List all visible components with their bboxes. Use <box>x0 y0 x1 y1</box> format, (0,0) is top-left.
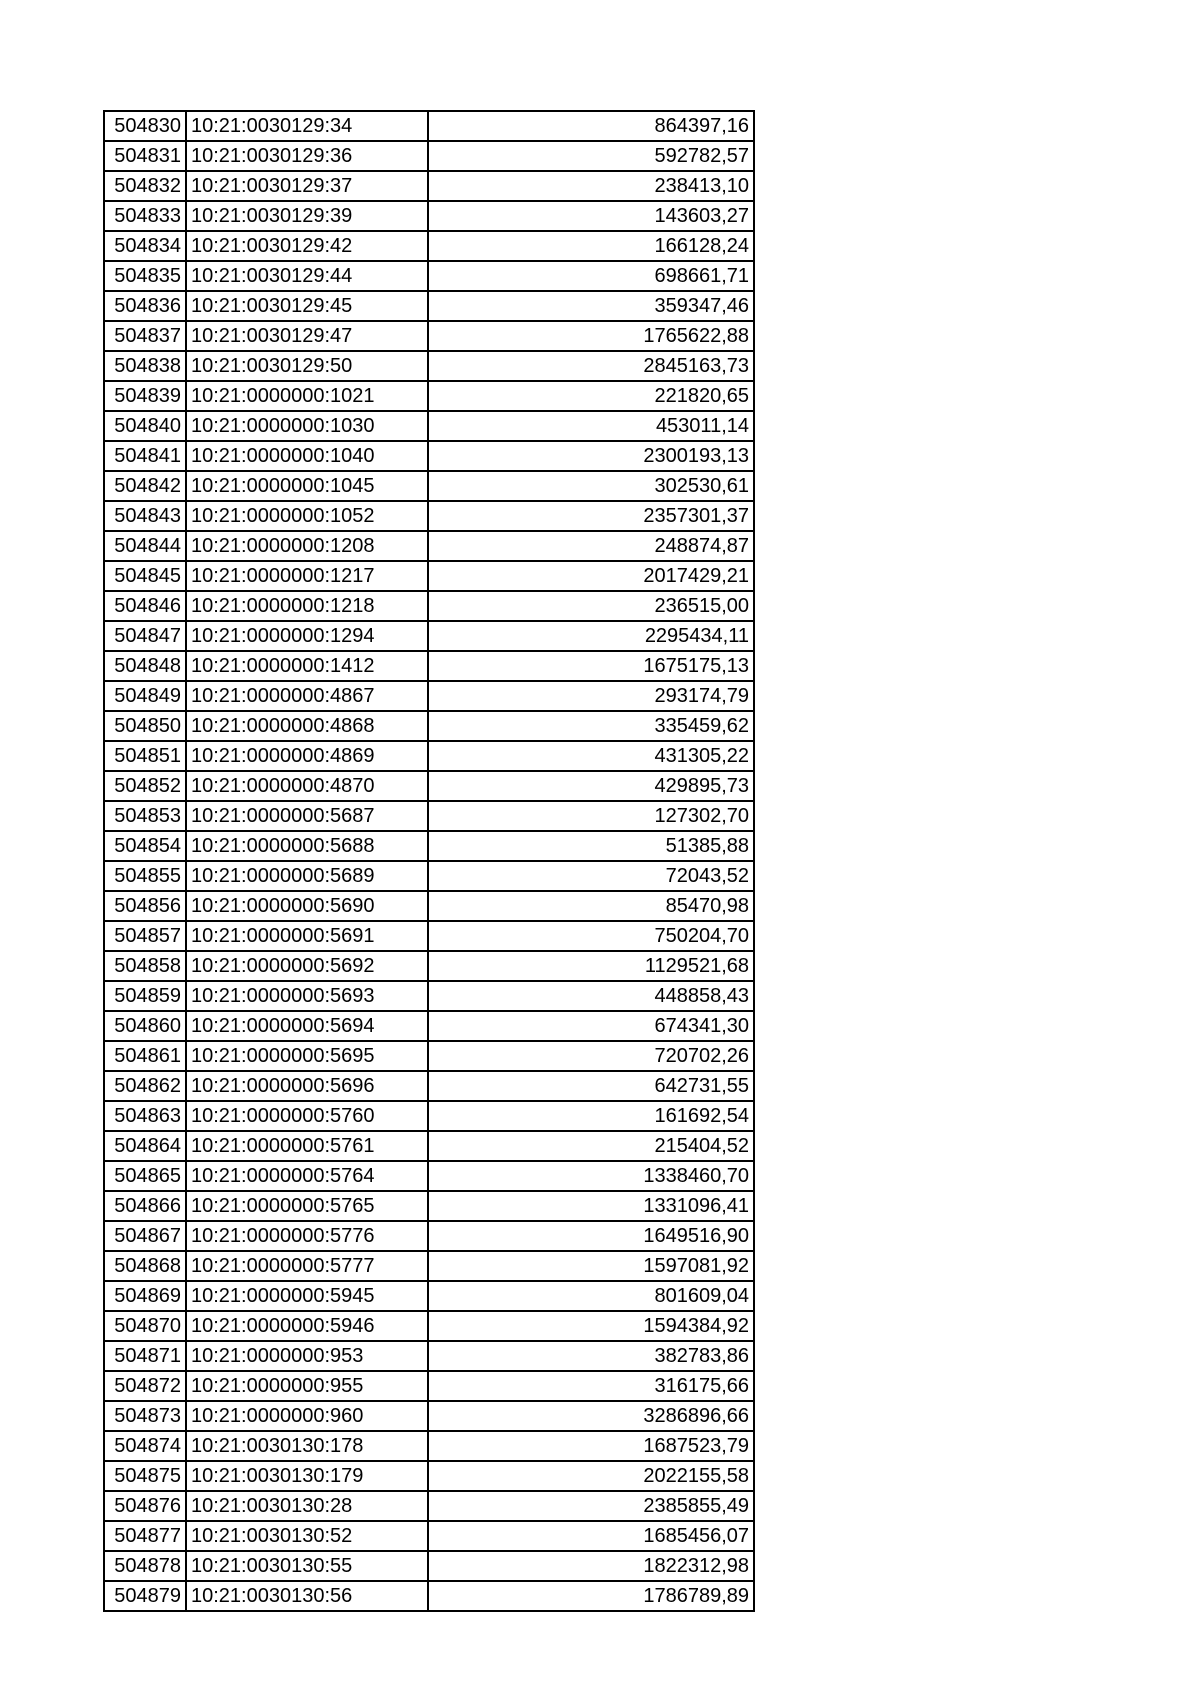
row-id-cell: 504843 <box>104 501 186 531</box>
row-id-cell: 504862 <box>104 1071 186 1101</box>
row-id-cell: 504870 <box>104 1311 186 1341</box>
row-id-cell: 504854 <box>104 831 186 861</box>
row-id-cell: 504875 <box>104 1461 186 1491</box>
cadastral-number-cell: 10:21:0000000:1218 <box>186 591 428 621</box>
table-row <box>104 261 754 291</box>
row-id-cell: 504847 <box>104 621 186 651</box>
row-id-cell: 504869 <box>104 1281 186 1311</box>
cadastral-number-cell: 10:21:0000000:5693 <box>186 981 428 1011</box>
table-row <box>104 321 754 351</box>
row-id-cell: 504844 <box>104 531 186 561</box>
table-row <box>104 1341 754 1371</box>
row-id-cell: 504840 <box>104 411 186 441</box>
table-row <box>104 1311 754 1341</box>
table-row <box>104 501 754 531</box>
table-row <box>104 171 754 201</box>
cadastral-value-cell: 72043,52 <box>428 861 754 891</box>
cadastral-number-cell: 10:21:0000000:5696 <box>186 1071 428 1101</box>
cadastral-number-cell: 10:21:0000000:5776 <box>186 1221 428 1251</box>
table-row <box>104 1101 754 1131</box>
row-id-cell: 504853 <box>104 801 186 831</box>
cadastral-number-cell: 10:21:0030129:37 <box>186 171 428 201</box>
row-id-cell: 504868 <box>104 1251 186 1281</box>
cadastral-value-cell: 1786789,89 <box>428 1581 754 1611</box>
cadastral-value-cell: 238413,10 <box>428 171 754 201</box>
cadastral-number-cell: 10:21:0000000:5690 <box>186 891 428 921</box>
cadastral-value-cell: 1649516,90 <box>428 1221 754 1251</box>
cadastral-number-cell: 10:21:0000000:4869 <box>186 741 428 771</box>
cadastral-value-cell: 2022155,58 <box>428 1461 754 1491</box>
cadastral-value-cell: 2845163,73 <box>428 351 754 381</box>
row-id-cell: 504864 <box>104 1131 186 1161</box>
cadastral-number-cell: 10:21:0000000:5760 <box>186 1101 428 1131</box>
cadastral-value-cell: 2295434,11 <box>428 621 754 651</box>
cadastral-number-cell: 10:21:0000000:1412 <box>186 651 428 681</box>
table-row <box>104 1281 754 1311</box>
table-row <box>104 111 754 141</box>
cadastral-number-cell: 10:21:0000000:5691 <box>186 921 428 951</box>
cadastral-number-cell: 10:21:0000000:953 <box>186 1341 428 1371</box>
cadastral-value-cell: 1597081,92 <box>428 1251 754 1281</box>
cadastral-number-cell: 10:21:0030129:42 <box>186 231 428 261</box>
cadastral-value-cell: 335459,62 <box>428 711 754 741</box>
row-id-cell: 504833 <box>104 201 186 231</box>
table-row <box>104 291 754 321</box>
table-row <box>104 381 754 411</box>
table-row <box>104 621 754 651</box>
cadastral-value-cell: 453011,14 <box>428 411 754 441</box>
table-row <box>104 1011 754 1041</box>
cadastral-value-cell: 1687523,79 <box>428 1431 754 1461</box>
row-id-cell: 504831 <box>104 141 186 171</box>
row-id-cell: 504849 <box>104 681 186 711</box>
cadastral-value-cell: 1685456,07 <box>428 1521 754 1551</box>
cadastral-value-cell: 51385,88 <box>428 831 754 861</box>
row-id-cell: 504872 <box>104 1371 186 1401</box>
cadastral-value-cell: 1675175,13 <box>428 651 754 681</box>
row-id-cell: 504871 <box>104 1341 186 1371</box>
table-row <box>104 231 754 261</box>
table-row <box>104 1221 754 1251</box>
cadastral-value-cell: 221820,65 <box>428 381 754 411</box>
table-row <box>104 861 754 891</box>
cadastral-number-cell: 10:21:0000000:5764 <box>186 1161 428 1191</box>
cadastral-value-cell: 429895,73 <box>428 771 754 801</box>
row-id-cell: 504879 <box>104 1581 186 1611</box>
cadastral-value-cell: 161692,54 <box>428 1101 754 1131</box>
cadastral-number-cell: 10:21:0000000:1030 <box>186 411 428 441</box>
row-id-cell: 504866 <box>104 1191 186 1221</box>
table-row <box>104 891 754 921</box>
cadastral-value-cell: 248874,87 <box>428 531 754 561</box>
row-id-cell: 504839 <box>104 381 186 411</box>
table-row <box>104 201 754 231</box>
table-row <box>104 1491 754 1521</box>
table-row <box>104 681 754 711</box>
row-id-cell: 504834 <box>104 231 186 261</box>
cadastral-number-cell: 10:21:0000000:1052 <box>186 501 428 531</box>
row-id-cell: 504860 <box>104 1011 186 1041</box>
cadastral-number-cell: 10:21:0000000:1045 <box>186 471 428 501</box>
row-id-cell: 504842 <box>104 471 186 501</box>
cadastral-number-cell: 10:21:0000000:955 <box>186 1371 428 1401</box>
row-id-cell: 504845 <box>104 561 186 591</box>
cadastral-number-cell: 10:21:0030130:52 <box>186 1521 428 1551</box>
cadastral-value-cell: 2300193,13 <box>428 441 754 471</box>
cadastral-value-cell: 85470,98 <box>428 891 754 921</box>
row-id-cell: 504856 <box>104 891 186 921</box>
row-id-cell: 504867 <box>104 1221 186 1251</box>
cadastral-number-cell: 10:21:0000000:1021 <box>186 381 428 411</box>
cadastral-number-cell: 10:21:0000000:5946 <box>186 1311 428 1341</box>
cadastral-number-cell: 10:21:0030129:44 <box>186 261 428 291</box>
table-row <box>104 921 754 951</box>
table-row <box>104 711 754 741</box>
cadastral-number-cell: 10:21:0030129:36 <box>186 141 428 171</box>
table-row <box>104 1581 754 1611</box>
row-id-cell: 504877 <box>104 1521 186 1551</box>
table-row <box>104 1131 754 1161</box>
cadastral-number-cell: 10:21:0030129:34 <box>186 111 428 141</box>
cadastral-number-cell: 10:21:0030129:47 <box>186 321 428 351</box>
row-id-cell: 504846 <box>104 591 186 621</box>
row-id-cell: 504832 <box>104 171 186 201</box>
cadastral-number-cell: 10:21:0000000:1294 <box>186 621 428 651</box>
cadastral-value-cell: 750204,70 <box>428 921 754 951</box>
table-row <box>104 591 754 621</box>
cadastral-number-cell: 10:21:0000000:5694 <box>186 1011 428 1041</box>
cadastral-value-cell: 1822312,98 <box>428 1551 754 1581</box>
table-row <box>104 531 754 561</box>
table-row <box>104 831 754 861</box>
row-id-cell: 504874 <box>104 1431 186 1461</box>
row-id-cell: 504855 <box>104 861 186 891</box>
table-row <box>104 561 754 591</box>
cadastral-value-cell: 2385855,49 <box>428 1491 754 1521</box>
cadastral-value-cell: 592782,57 <box>428 141 754 171</box>
row-id-cell: 504861 <box>104 1041 186 1071</box>
cadastral-number-cell: 10:21:0030130:179 <box>186 1461 428 1491</box>
cadastral-number-cell: 10:21:0000000:5945 <box>186 1281 428 1311</box>
cadastral-value-cell: 720702,26 <box>428 1041 754 1071</box>
cadastral-number-cell: 10:21:0000000:5687 <box>186 801 428 831</box>
table-row <box>104 1431 754 1461</box>
row-id-cell: 504851 <box>104 741 186 771</box>
row-id-cell: 504876 <box>104 1491 186 1521</box>
cadastral-number-cell: 10:21:0000000:4870 <box>186 771 428 801</box>
table-row <box>104 651 754 681</box>
table-row <box>104 741 754 771</box>
cadastral-value-cell: 864397,16 <box>428 111 754 141</box>
table-row <box>104 1401 754 1431</box>
table-row <box>104 351 754 381</box>
cadastral-number-cell: 10:21:0030129:39 <box>186 201 428 231</box>
table-row <box>104 1161 754 1191</box>
cadastral-number-cell: 10:21:0000000:5692 <box>186 951 428 981</box>
table-row <box>104 411 754 441</box>
cadastral-number-cell: 10:21:0000000:4867 <box>186 681 428 711</box>
table-row <box>104 981 754 1011</box>
cadastral-value-cell: 143603,27 <box>428 201 754 231</box>
cadastral-value-cell: 2357301,37 <box>428 501 754 531</box>
cadastral-value-cell: 1331096,41 <box>428 1191 754 1221</box>
cadastral-value-cell: 236515,00 <box>428 591 754 621</box>
cadastral-number-cell: 10:21:0000000:5688 <box>186 831 428 861</box>
cadastral-value-cell: 316175,66 <box>428 1371 754 1401</box>
row-id-cell: 504841 <box>104 441 186 471</box>
cadastral-number-cell: 10:21:0000000:5689 <box>186 861 428 891</box>
row-id-cell: 504859 <box>104 981 186 1011</box>
row-id-cell: 504836 <box>104 291 186 321</box>
cadastral-value-cell: 448858,43 <box>428 981 754 1011</box>
cadastral-number-cell: 10:21:0030130:178 <box>186 1431 428 1461</box>
row-id-cell: 504852 <box>104 771 186 801</box>
row-id-cell: 504830 <box>104 111 186 141</box>
cadastral-value-cell: 1129521,68 <box>428 951 754 981</box>
cadastral-value-cell: 359347,46 <box>428 291 754 321</box>
cadastral-number-cell: 10:21:0000000:1040 <box>186 441 428 471</box>
cadastral-value-cell: 2017429,21 <box>428 561 754 591</box>
cadastral-value-cell: 166128,24 <box>428 231 754 261</box>
row-id-cell: 504865 <box>104 1161 186 1191</box>
cadastral-number-cell: 10:21:0030130:55 <box>186 1551 428 1581</box>
cadastral-number-cell: 10:21:0030129:45 <box>186 291 428 321</box>
cadastral-number-cell: 10:21:0030130:28 <box>186 1491 428 1521</box>
cadastral-number-cell: 10:21:0000000:960 <box>186 1401 428 1431</box>
table-body <box>104 111 754 1611</box>
table-row <box>104 1191 754 1221</box>
table-row <box>104 771 754 801</box>
cadastral-number-cell: 10:21:0000000:1208 <box>186 531 428 561</box>
row-id-cell: 504848 <box>104 651 186 681</box>
cadastral-number-cell: 10:21:0030130:56 <box>186 1581 428 1611</box>
row-id-cell: 504858 <box>104 951 186 981</box>
cadastral-value-cell: 1765622,88 <box>428 321 754 351</box>
table-row <box>104 1461 754 1491</box>
row-id-cell: 504857 <box>104 921 186 951</box>
cadastral-value-cell: 674341,30 <box>428 1011 754 1041</box>
table-row <box>104 1041 754 1071</box>
row-id-cell: 504873 <box>104 1401 186 1431</box>
cadastral-number-cell: 10:21:0000000:5777 <box>186 1251 428 1281</box>
cadastral-value-cell: 127302,70 <box>428 801 754 831</box>
cadastral-number-cell: 10:21:0000000:5765 <box>186 1191 428 1221</box>
table-row <box>104 471 754 501</box>
cadastral-value-cell: 3286896,66 <box>428 1401 754 1431</box>
table-row <box>104 141 754 171</box>
table-row <box>104 1071 754 1101</box>
cadastral-value-cell: 431305,22 <box>428 741 754 771</box>
table-row <box>104 1371 754 1401</box>
table-row <box>104 1551 754 1581</box>
row-id-cell: 504850 <box>104 711 186 741</box>
cadastral-number-cell: 10:21:0000000:5761 <box>186 1131 428 1161</box>
cadastral-number-cell: 10:21:0030129:50 <box>186 351 428 381</box>
table-row <box>104 441 754 471</box>
cadastral-value-cell: 642731,55 <box>428 1071 754 1101</box>
table-row <box>104 1251 754 1281</box>
table-row <box>104 951 754 981</box>
row-id-cell: 504837 <box>104 321 186 351</box>
table-row <box>104 1521 754 1551</box>
cadastral-value-cell: 698661,71 <box>428 261 754 291</box>
cadastral-value-cell: 1594384,92 <box>428 1311 754 1341</box>
cadastral-number-cell: 10:21:0000000:5695 <box>186 1041 428 1071</box>
cadastral-value-cell: 215404,52 <box>428 1131 754 1161</box>
row-id-cell: 504838 <box>104 351 186 381</box>
row-id-cell: 504878 <box>104 1551 186 1581</box>
cadastral-value-cell: 801609,04 <box>428 1281 754 1311</box>
cadastral-value-cell: 293174,79 <box>428 681 754 711</box>
cadastral-value-table <box>103 110 755 1612</box>
cadastral-value-cell: 1338460,70 <box>428 1161 754 1191</box>
row-id-cell: 504835 <box>104 261 186 291</box>
table-row <box>104 801 754 831</box>
row-id-cell: 504863 <box>104 1101 186 1131</box>
cadastral-number-cell: 10:21:0000000:1217 <box>186 561 428 591</box>
cadastral-value-cell: 302530,61 <box>428 471 754 501</box>
cadastral-number-cell: 10:21:0000000:4868 <box>186 711 428 741</box>
cadastral-value-cell: 382783,86 <box>428 1341 754 1371</box>
